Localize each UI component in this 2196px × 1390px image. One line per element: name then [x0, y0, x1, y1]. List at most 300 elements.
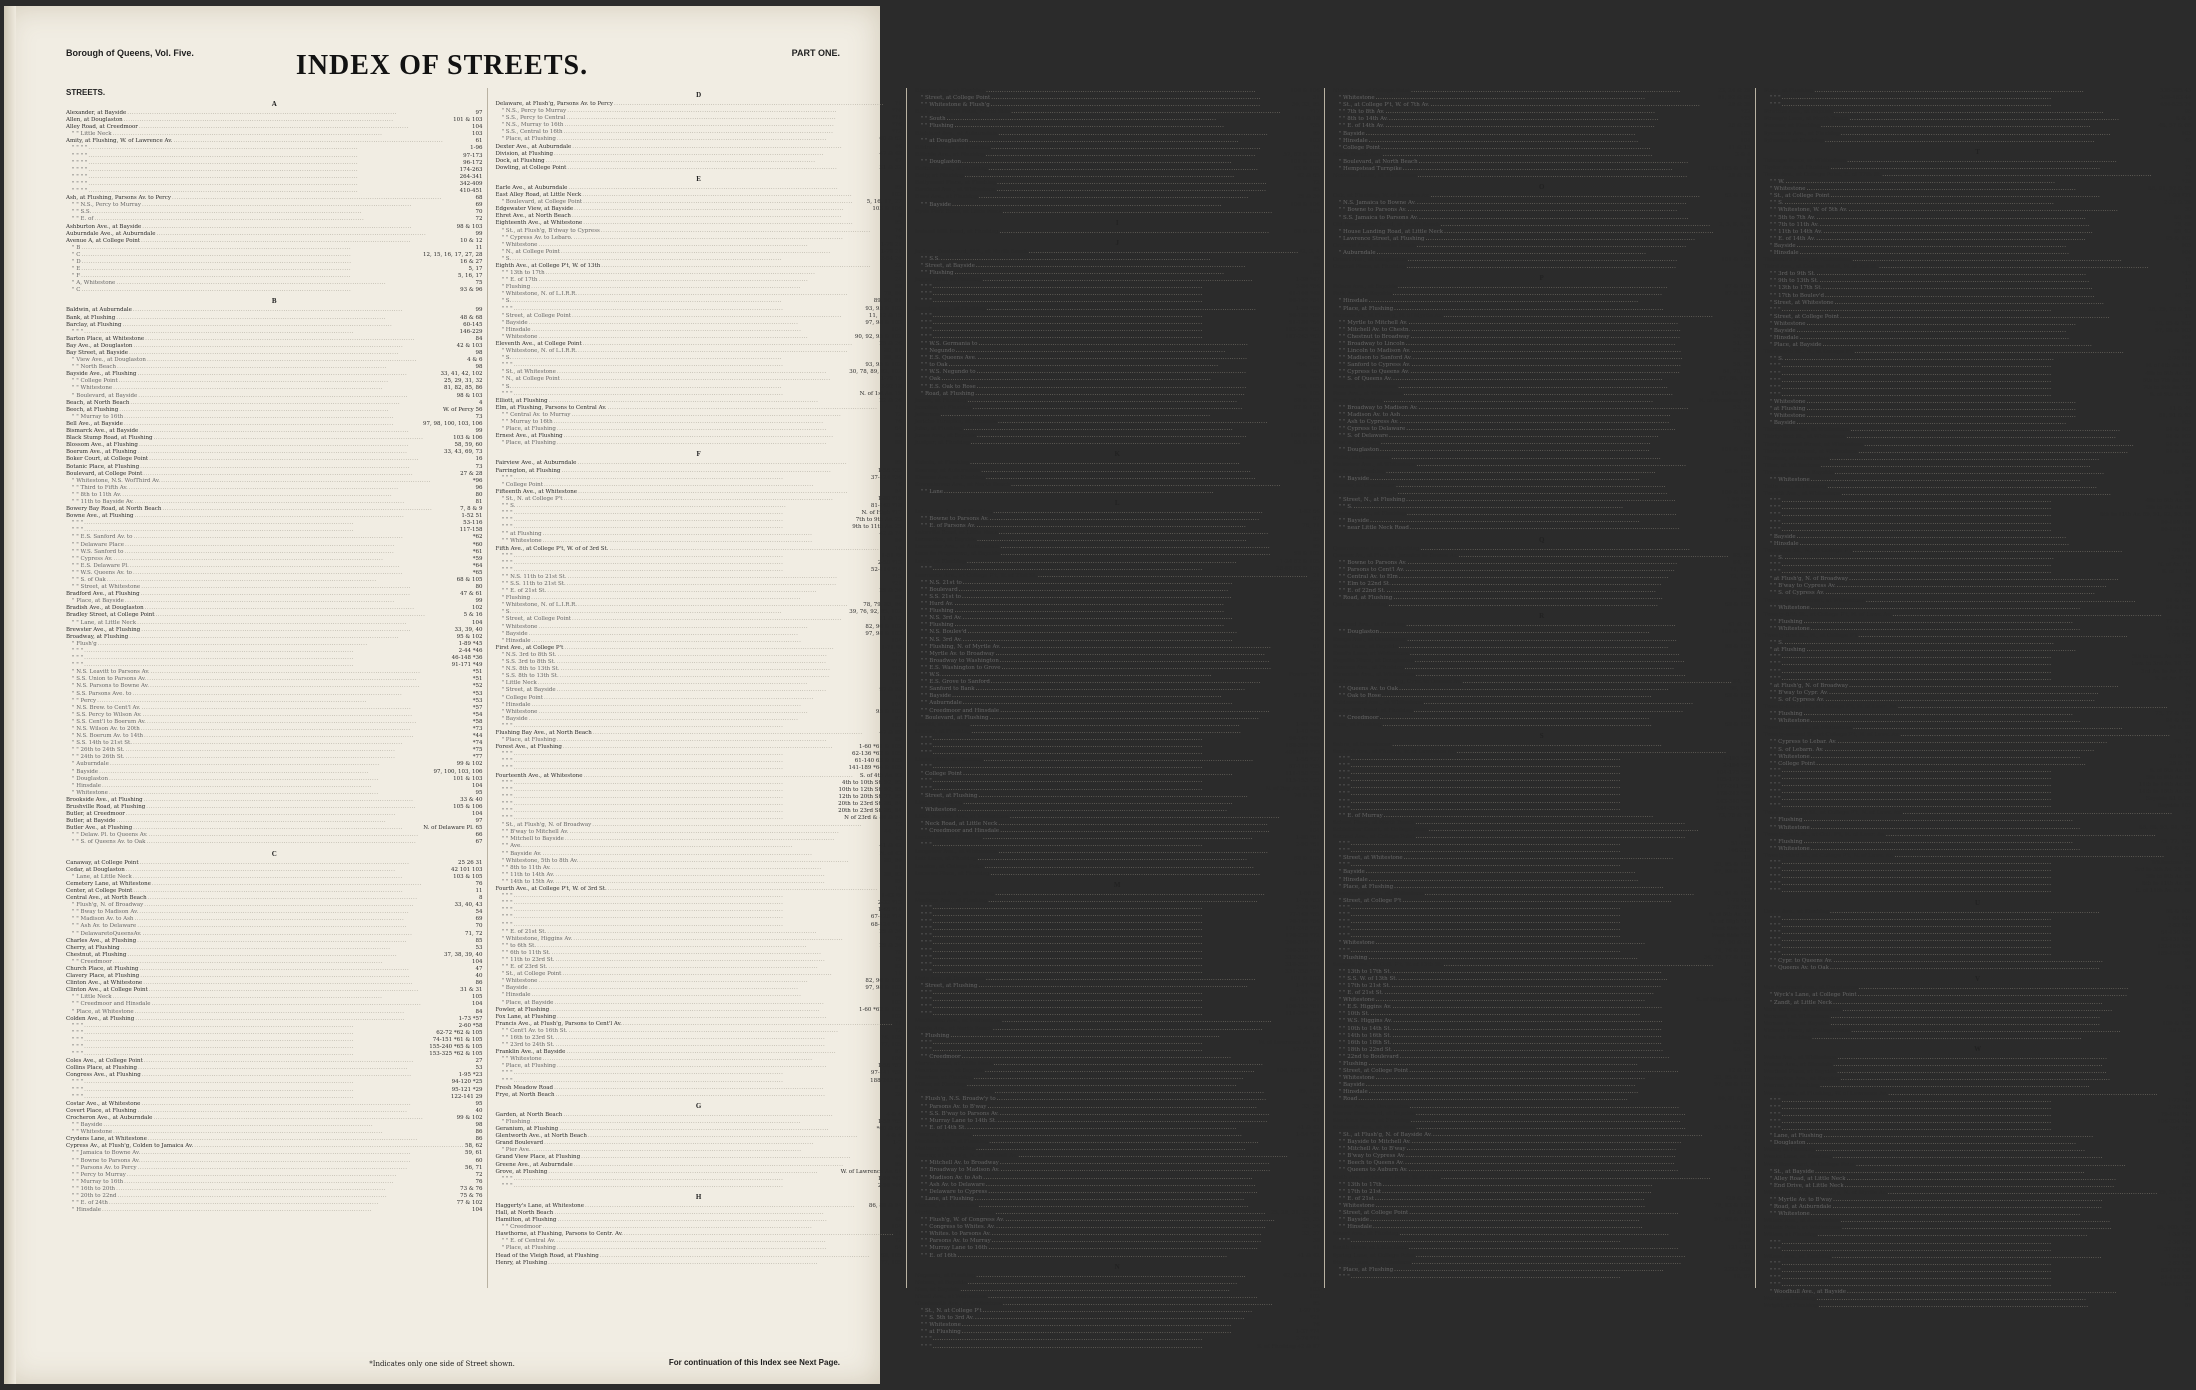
- leader-dots: [84, 1044, 428, 1051]
- page-numbers: 2-98 *49: [1295, 990, 1320, 997]
- leader-dots: [143, 712, 472, 719]
- street-name: " " ": [501, 722, 513, 729]
- page-numbers: N. of 4th Av. *15: [2146, 363, 2192, 370]
- page-numbers: N. of High *17: [861, 510, 902, 517]
- street-entry: [1764, 817, 2192, 824]
- leader-dots: [1782, 1240, 2167, 1247]
- street-entry: [66, 216, 483, 223]
- street-name: Washington, at Flushing, W. of Lawrence Av.: [1763, 1090, 1888, 1097]
- page-numbers: 76-168 *56: [1288, 919, 1320, 926]
- street-name: Twenty-third St., at College P't, N. of Lawr. Av.: [1763, 852, 1894, 859]
- page-numbers: 97 & 103: [1724, 518, 1751, 525]
- page-numbers: 111-204 *64: [1285, 1011, 1320, 1018]
- footnote: *Indicates only one side of Street shown.: [369, 1360, 515, 1368]
- street-name: Boulevard, at College Point: [66, 470, 143, 477]
- leader-dots: [992, 1238, 1312, 1245]
- page-numbers: 9: [2188, 264, 2192, 271]
- page-numbers: 342-409: [459, 180, 483, 187]
- leader-dots: [1410, 651, 1743, 658]
- leader-dots: [1369, 298, 1739, 305]
- leader-dots: [1433, 1132, 1743, 1139]
- street-name: Howland Ave., at Whitestone: [914, 187, 996, 194]
- street-entry: [496, 136, 902, 143]
- street-name: Lane to Frogstown, at Bayside: [914, 551, 1000, 558]
- leader-dots: [978, 856, 1293, 863]
- leader-dots: [977, 369, 1309, 376]
- leader-dots: [1441, 1175, 1742, 1182]
- street-entry: [1764, 1254, 2192, 1261]
- street-entry: [66, 818, 483, 825]
- page-numbers: 99: [2184, 1204, 2192, 1211]
- street-name: Lincoln, at Flushing: [914, 728, 971, 735]
- leader-dots: [140, 464, 474, 471]
- street-name: " " ": [501, 751, 513, 758]
- street-entry: [915, 320, 1320, 327]
- street-entry: [1333, 313, 1751, 320]
- street-name: " " ": [920, 291, 932, 298]
- leader-dots: [129, 485, 475, 492]
- leader-dots: [1782, 881, 2141, 888]
- street-entry: [66, 364, 483, 371]
- leader-dots: [532, 638, 891, 645]
- page-numbers: 10: [894, 694, 902, 701]
- leader-dots: [1443, 313, 1742, 320]
- leader-dots: [1888, 1190, 2158, 1197]
- page-numbers: W. of Lawrence Av. 61: [840, 1168, 902, 1175]
- street-name: " " ": [1769, 881, 1781, 888]
- street-name: " " ": [920, 947, 932, 954]
- street-entry: [1764, 647, 2192, 654]
- street-entry: [915, 291, 1320, 298]
- leader-dots: [512, 384, 879, 391]
- street-name: " " Central Av. to Murray: [501, 411, 571, 418]
- street-name: Vermont, at Whitestone: [1763, 1013, 1830, 1020]
- leader-dots: [1407, 511, 1743, 518]
- page-numbers: 2-50 *13: [877, 559, 902, 566]
- leader-dots: [997, 180, 1312, 187]
- leader-dots: [138, 393, 455, 400]
- leader-dots: [981, 468, 1311, 475]
- leader-dots: [585, 1203, 868, 1210]
- leader-dots: [1406, 341, 1732, 348]
- street-name: First Ave., at College P't: [495, 644, 564, 651]
- street-name: " Place, at Flushing: [501, 136, 556, 143]
- street-entry: [1764, 363, 2192, 370]
- page-numbers: 69: [1743, 1117, 1751, 1124]
- street-name: " N.S. 8th to 13th St.: [501, 666, 560, 673]
- leader-dots: [978, 355, 1309, 362]
- leader-dots: [1849, 576, 2183, 583]
- street-entry: [1764, 307, 2192, 314]
- street-entry: [1764, 937, 2192, 944]
- page-numbers: 101 & 103: [1721, 629, 1751, 636]
- street-entry: [496, 1007, 902, 1014]
- page-binding-edge: [4, 6, 16, 1384]
- leader-dots: [978, 983, 1295, 990]
- page-numbers: 100: [891, 1056, 902, 1063]
- street-name: Dowling, at College Point: [495, 164, 567, 171]
- street-name: " " ": [1338, 784, 1350, 791]
- street-name: Butler, at Bayside: [66, 818, 116, 825]
- street-name: " " E.S. Grove to Sanford: [920, 679, 990, 686]
- page-numbers: *22: [1740, 109, 1751, 116]
- leader-dots: [514, 553, 881, 560]
- street-entry: [1333, 560, 1751, 567]
- leader-dots: [1371, 1011, 1743, 1018]
- street-entry: [496, 391, 902, 398]
- street-entry: [915, 1160, 1320, 1167]
- street-entry: [1333, 1189, 1751, 1196]
- street-entry: [915, 729, 1320, 736]
- street-entry: [66, 662, 483, 669]
- leader-dots: [1399, 574, 1729, 581]
- street-name: " Hinsdale: [501, 701, 531, 708]
- leader-dots: [933, 743, 1285, 750]
- street-entry: [66, 612, 483, 619]
- street-name: Wright, at Flushing: [1763, 1303, 1818, 1310]
- leader-dots: [1806, 406, 2168, 413]
- page-numbers: 50: [1312, 1139, 1320, 1146]
- page-numbers: 75 & 102: [1293, 870, 1320, 877]
- page-numbers: 73: [475, 413, 483, 420]
- street-name: " Pier Ave.: [501, 1147, 531, 1154]
- street-entry: [66, 867, 483, 874]
- street-name: " " ": [1338, 1238, 1350, 1245]
- street-name: " " E.S. Sanford Av. to: [72, 534, 133, 541]
- page-numbers: 6: [1316, 488, 1320, 495]
- street-name: " Place, at Flushing: [501, 440, 556, 447]
- page-numbers: 37, 38: [1733, 326, 1751, 333]
- leader-dots: [133, 825, 422, 832]
- leader-dots: [1414, 708, 1740, 715]
- page-numbers: 1-76 *53: [1295, 897, 1320, 904]
- street-entry: [1764, 768, 2192, 775]
- street-name: " " Street, at Whitestone: [72, 584, 141, 591]
- street-entry: [1333, 1253, 1751, 1260]
- street-entry: [496, 964, 902, 971]
- page-numbers: *57: [472, 704, 483, 711]
- page-numbers: 11, 12 & 15: [868, 312, 902, 319]
- street-name: " " Douglaston: [920, 158, 961, 165]
- street-name: Bowne Ave., at Flushing: [66, 513, 134, 520]
- page-numbers: 74: [1312, 144, 1320, 151]
- street-entry: [915, 891, 1320, 898]
- street-entry: [496, 616, 902, 623]
- page-numbers: 82: [894, 964, 902, 971]
- leader-dots: [1858, 992, 2184, 999]
- street-name: " " Bayside: [1338, 1217, 1370, 1224]
- street-entry: [1333, 1054, 1751, 1061]
- leader-dots: [1351, 948, 1713, 955]
- street-entry: [66, 1030, 483, 1037]
- street-entry: [496, 1253, 902, 1260]
- street-entry: [915, 608, 1320, 615]
- page-numbers: 97: [475, 818, 483, 825]
- leader-dots: [1833, 1197, 2168, 1204]
- street-name: Dexter Ave., at Auburndale: [495, 143, 572, 150]
- street-entry: [1764, 378, 2192, 385]
- street-entry: [915, 990, 1320, 997]
- street-entry: [915, 341, 1320, 348]
- street-entry: [66, 1158, 483, 1165]
- leader-dots: [970, 722, 1295, 729]
- street-entry: [66, 350, 483, 357]
- page-numbers: 1-56 *27: [1295, 757, 1320, 764]
- leader-dots: [84, 1087, 451, 1094]
- page-numbers: 46: [894, 143, 902, 150]
- page-numbers: 103: [472, 131, 483, 138]
- page-numbers: 24: [2184, 171, 2192, 178]
- street-name: " Zandt, at Little Neck: [1769, 999, 1833, 1006]
- street-entry: [66, 307, 483, 314]
- leader-dots: [991, 145, 1312, 152]
- page-numbers: 47 & 61: [460, 591, 483, 598]
- street-entry: [496, 865, 902, 872]
- street-name: " " ": [1769, 767, 1781, 774]
- street-entry: [1333, 362, 1751, 369]
- page-numbers: 97, 98 & 103: [1714, 869, 1751, 876]
- page-numbers: 33, 43, 69, 73: [444, 449, 483, 456]
- street-entry: [66, 698, 483, 705]
- street-name: " " Percy to Murray: [72, 1171, 126, 1178]
- leader-dots: [1821, 463, 2180, 470]
- street-name: " " Oak to Rose: [1338, 693, 1381, 700]
- street-name: Costar Ave., at Whitestone: [66, 1100, 141, 1107]
- page-numbers: 95-121 *29: [451, 1086, 483, 1093]
- street-name: Barclay, at Flushing: [66, 321, 122, 328]
- street-name: " Flushing: [1338, 1061, 1368, 1067]
- leader-dots: [1785, 640, 2167, 647]
- leader-dots: [561, 376, 880, 383]
- page-numbers: 246-319 *74: [1285, 940, 1320, 947]
- street-entry: [915, 976, 1320, 983]
- leader-dots: [126, 754, 472, 761]
- street-entry: [915, 1287, 1320, 1294]
- leader-dots: [988, 1294, 1308, 1301]
- page-numbers: 98: [475, 350, 483, 356]
- street-name: Macdonald Ave., at Flushing: [914, 890, 995, 897]
- street-entry: [496, 673, 902, 680]
- street-entry: [496, 1260, 902, 1267]
- street-name: Bowery Bay Road, at North Beach: [66, 506, 162, 513]
- street-name: " " ": [1769, 867, 1781, 874]
- page-numbers: 67: [1743, 1252, 1751, 1259]
- leader-dots: [1029, 249, 1299, 256]
- page-numbers: 1-79 *19: [2167, 349, 2192, 356]
- page-numbers: 104: [472, 124, 483, 131]
- page-numbers: 1-56 *57: [877, 1063, 902, 1070]
- leader-dots: [998, 849, 1308, 856]
- street-name: Crydens Lane, at Whitestone: [66, 1136, 147, 1143]
- page-numbers: 89, 90, 91: [873, 298, 902, 305]
- street-entry: [66, 153, 483, 160]
- street-entry: [915, 722, 1320, 729]
- page-numbers: 1-37 *74: [1295, 1329, 1320, 1336]
- street-name: " " Bayside: [1338, 475, 1370, 482]
- street-entry: [1333, 1047, 1751, 1054]
- leader-dots: [1425, 891, 1714, 898]
- street-entry: [66, 994, 483, 1001]
- street-name: " " ": [920, 990, 932, 997]
- page-numbers: 97: [1312, 1279, 1320, 1286]
- street-entry: [915, 1273, 1320, 1280]
- page-numbers: 104: [2181, 540, 2192, 547]
- page-numbers: 55: [1312, 1167, 1320, 1174]
- leader-dots: [514, 914, 870, 921]
- street-entry: [915, 1146, 1320, 1153]
- street-entry: [1333, 1146, 1751, 1153]
- leader-dots: [554, 151, 878, 158]
- leader-dots: [132, 691, 471, 698]
- street-entry: [496, 1014, 902, 1021]
- page-numbers: *65: [1310, 348, 1320, 355]
- leader-dots: [1351, 1274, 1732, 1281]
- page-numbers: 78: [2184, 257, 2192, 264]
- leader-dots: [135, 1016, 457, 1023]
- street-name: " " ": [1769, 363, 1781, 370]
- leader-dots: [1406, 426, 1732, 433]
- leader-dots: [141, 238, 459, 245]
- street-name: Locust Ave., at Flushing: [914, 835, 982, 842]
- street-name: " " 6th to 11th St.: [501, 949, 551, 956]
- street-entry: [1764, 867, 2192, 874]
- street-entry: [1764, 669, 2192, 676]
- leader-dots: [963, 700, 1312, 707]
- street-entry: [1764, 1091, 2192, 1098]
- page-numbers: 43: [894, 836, 902, 843]
- page-numbers: 2-84 *56: [1295, 284, 1320, 291]
- street-entry: [496, 843, 902, 850]
- street-entry: [915, 856, 1320, 863]
- leader-dots: [1429, 827, 1743, 834]
- street-entry: [1333, 398, 1751, 405]
- street-name: " S.: [501, 609, 512, 616]
- street-name: Marvin Road, at Little Neck: [914, 1061, 993, 1067]
- page-numbers: 318-350 *75: [1285, 961, 1320, 968]
- street-name: Twenty-eighth Street, at Whitestone: [1763, 597, 1865, 604]
- street-entry: [496, 1176, 902, 1183]
- page-numbers: 30, 95 & 102: [2155, 320, 2192, 327]
- leader-dots: [1830, 965, 2184, 972]
- page-numbers: 1-81 *49: [2167, 915, 2192, 922]
- street-name: " " Hurd Av.: [920, 601, 954, 608]
- street-entry: [496, 971, 902, 978]
- leader-dots: [986, 88, 1289, 95]
- page-numbers: 38: [1312, 1238, 1320, 1245]
- street-entry: [496, 794, 902, 801]
- page-numbers: 104: [1309, 419, 1320, 426]
- street-name: " " ": [1769, 519, 1781, 526]
- street-entry: [1764, 285, 2192, 292]
- street-name: Walnut Ave., at Hinsdale: [1763, 1062, 1833, 1069]
- street-entry: [915, 573, 1320, 580]
- street-entry: [66, 400, 483, 407]
- street-name: " Whitestone: [1769, 413, 1806, 420]
- street-name: " " Creedmoor and Hinsdale: [72, 1001, 151, 1008]
- leader-dots: [566, 1049, 893, 1056]
- street-name: " Hinsdale: [501, 326, 531, 333]
- page-numbers: 2-74 *54: [1295, 904, 1320, 911]
- street-name: Park Ave., at Bayside: [1332, 291, 1392, 298]
- leader-dots: [993, 1026, 1296, 1033]
- street-entry: [1333, 173, 1751, 180]
- page-numbers: S. of Av. F 27: [2155, 675, 2192, 682]
- street-name: Shaver Boulevard, at Bayside: [1332, 1110, 1416, 1117]
- leader-dots: [955, 622, 1309, 629]
- leader-dots: [1831, 1014, 2184, 1021]
- page-numbers: 30: [2184, 299, 2192, 306]
- leader-dots: [933, 764, 1288, 771]
- page-numbers: 174-263: [459, 166, 483, 173]
- leader-dots: [1785, 555, 2171, 562]
- street-entry: [915, 412, 1320, 419]
- leader-dots: [133, 740, 472, 747]
- street-name: Manhattan Ave., at Whitestone: [914, 1018, 1002, 1025]
- street-name: " Road, at Flushing: [920, 390, 975, 397]
- street-name: " " S. of Cypress Av.: [1769, 590, 1825, 597]
- street-entry: [66, 1001, 483, 1008]
- page-numbers: 1-79 *16: [2167, 547, 2192, 554]
- street-name: " " ": [1769, 1126, 1781, 1133]
- street-entry: [1333, 629, 1751, 636]
- street-name: Cemetery Lane, at Whitestone: [66, 880, 151, 887]
- street-name: " " ": [1769, 1118, 1781, 1125]
- street-name: " " ": [1769, 951, 1781, 958]
- street-entry: [1764, 676, 2192, 683]
- page-numbers: 1-60: [1738, 1231, 1751, 1238]
- street-name: " Whitestone: [1338, 1075, 1375, 1082]
- page-numbers: 103: [1309, 208, 1320, 215]
- street-entry: [915, 419, 1320, 426]
- street-entry: [496, 602, 902, 609]
- leader-dots: [124, 414, 474, 421]
- page-numbers: 1-59 *65: [877, 1118, 902, 1125]
- page-numbers: 68 & 105: [2165, 908, 2192, 915]
- leader-dots: [578, 489, 894, 496]
- street-name: " Whitestone: [920, 806, 957, 813]
- street-name: " Place, at Bayside: [501, 999, 554, 1006]
- page-numbers: 2-60 *58: [458, 1022, 483, 1029]
- leader-dots: [514, 907, 877, 914]
- leader-dots: [998, 1118, 1312, 1125]
- leader-dots: [1408, 257, 1721, 264]
- leader-dots: [569, 1028, 894, 1035]
- street-entry: [1764, 1119, 2192, 1126]
- street-entry: [1764, 498, 2192, 505]
- page-numbers: 1-103 *58: [1723, 755, 1751, 762]
- page-numbers: 74: [2184, 682, 2192, 689]
- page-numbers: 63 & 105: [1293, 166, 1320, 173]
- street-entry: [66, 754, 483, 761]
- page-numbers: 103: [2181, 242, 2192, 249]
- street-name: " Hinsdale: [1769, 335, 1799, 342]
- page-numbers: *31: [1310, 622, 1320, 629]
- street-name: " S.S. Cent'l to Boerum Av.: [72, 718, 146, 725]
- street-name: Bank, at Flushing: [66, 314, 116, 321]
- street-name: " " ": [1769, 1097, 1781, 1104]
- leader-dots: [986, 306, 1294, 313]
- page-numbers: 67, 68, 105: [1719, 376, 1751, 383]
- street-name: " " S.: [1769, 200, 1784, 207]
- leader-dots: [82, 252, 423, 259]
- street-entry: [1333, 1175, 1751, 1182]
- street-entry: [1764, 271, 2192, 278]
- leader-dots: [1370, 1217, 1713, 1224]
- street-name: " Flushing: [501, 1118, 531, 1125]
- leader-dots: [1400, 1054, 1743, 1061]
- street-name: " " " ": [72, 152, 88, 159]
- page-numbers: 33, 35: [1302, 1217, 1320, 1224]
